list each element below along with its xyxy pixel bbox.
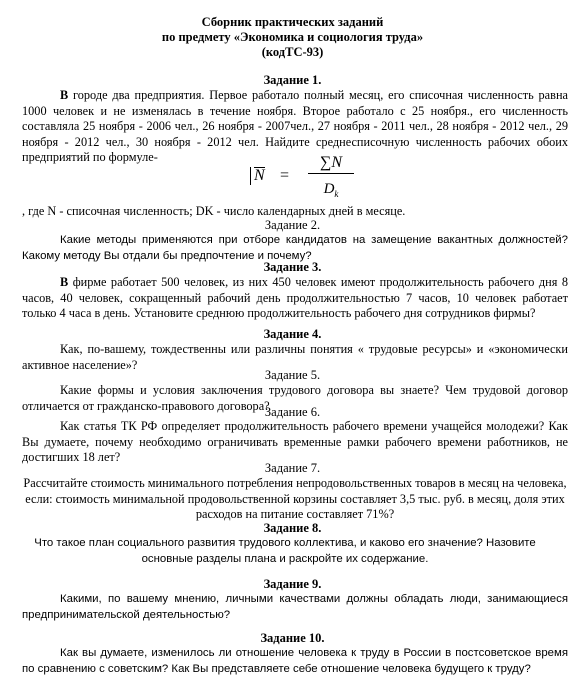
average-headcount-formula: [250, 153, 390, 203]
task-3-lead: В: [60, 275, 69, 289]
header-line-1: Сборник практических заданий: [201, 15, 384, 29]
task-4-title: Задание 4.: [263, 327, 322, 341]
task-4-text: Как, по-вашему, тождественны или различны понятия « трудовые ресурсы» и «экономически активное население»?: [22, 342, 568, 372]
task-1-lead: В: [60, 88, 69, 102]
task-5-text: Какие формы и условия заключения трудового договора вы знаете? Чем трудовой договор отличается от гражданско-правового договора?: [22, 383, 568, 413]
task-8-text: Что такое план социального развития трудового коллектива, и каково его значение? Назовите основные разделы плана и раскройте их содержание.: [34, 537, 536, 565]
task-2-title: Задание 2.: [264, 218, 321, 232]
formula-denominator: $D_k$: [323, 181, 339, 199]
document-header: [0, 15, 585, 60]
formula-equals: =: [280, 167, 290, 184]
task-3-text: [22, 275, 568, 322]
task-1-title: Задание 1.: [263, 73, 322, 87]
formula-numerator: ∑N: [308, 153, 354, 174]
task-3-title: Задание 3.: [263, 260, 322, 274]
task-6-title: Задание 6.: [264, 405, 321, 419]
task-5-title: Задание 5.: [264, 368, 321, 382]
task-9-text: Какими, по вашему мнению, личными качествами должны обладать люди, занимающиеся предпринимательской деятельностью?: [22, 593, 568, 621]
task-8-title: Задание 8.: [263, 521, 322, 535]
task-6-text: Как статья ТК РФ определяет продолжительность рабочего времени учащейся молодежи? Как Вы думаете, почему необходимо ограничивать временные рамки рабочего времени работников, не достигших 18 лет?: [22, 419, 568, 465]
task-2-text: Какие методы применяются при отборе кандидатов на замещение вакантных должностей? Какому методу Вы отдали бы предпочтение и почему?: [22, 234, 568, 262]
task-9-title: Задание 9.: [263, 577, 322, 591]
task-1-body: городе два предприятия. Первое работало полный месяц, его списочная численность равна 1000 человек и не изменялась в течение ноября. Второе работало с 25 ноября., его численность составляла 25 ноября - 2006 чел., 26 ноября - 2007чел., 27 ноября - 2011 чел., 28 ноября - 2012 чел., 29 ноября - 2012 чел., 30 ноября - 2012 чел. Найдите среднесписочную численность рабочих обоих предприятий по формуле-: [22, 88, 568, 165]
header-line-2: по предмету «Экономика и социология труда»: [161, 30, 424, 44]
header-line-3: (кодТС-93): [261, 45, 324, 59]
formula-lhs: N: [250, 167, 265, 185]
task-7-title: Задание 7.: [264, 461, 321, 475]
task-10-title: Задание 10.: [260, 631, 325, 645]
task-10-text: Как вы думаете, изменилось ли отношение человека к труду в России в постсоветское время по сравнению с советским? Как Вы представляете себе отношение человека будущего к труду?: [22, 647, 568, 675]
task-7-text: Рассчитайте стоимость минимального потребления непродовольственных товаров в месяц на человека, если: стоимость минимальной продовольственной корзины составляет 3,5 тыс. руб. в месяц, доля этих расходов на питание составляет 71%?: [23, 476, 567, 522]
task-3-body: фирме работает 500 человек, из них 450 человек имеют продолжительность рабочего дня 8 часов, 40 человек, сокращенный рабочий день продолжительностью 7 часов, 10 человек работает только 4 часа в день. Установите среднюю продолжительность рабочего дня сотрудников фирмы?: [22, 275, 568, 321]
task-1-after-formula: , где N - списочная численность; DK - число календарных дней в месяце.: [22, 204, 406, 218]
